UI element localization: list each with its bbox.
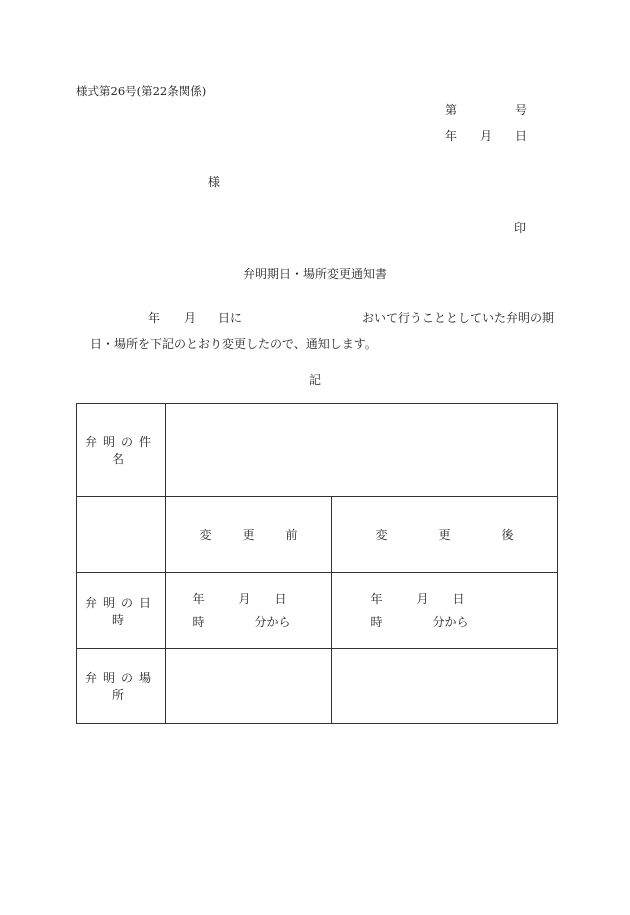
month-unit: 月 xyxy=(238,592,251,607)
change-details-table xyxy=(76,403,558,724)
after-header-char: 変 xyxy=(375,528,388,542)
after-header-char: 更 xyxy=(438,528,451,542)
before-header-char: 変 xyxy=(199,528,212,542)
place-before-cell xyxy=(166,649,332,724)
body-line-2: 日・場所を下記のとおり変更したので、通知します。 xyxy=(90,337,377,351)
before-header-char: 更 xyxy=(242,528,255,542)
day-unit: 日 xyxy=(452,592,465,607)
hour-unit: 時 xyxy=(192,614,205,629)
datetime-before-cell xyxy=(166,573,332,649)
place-label: 弁明の場所 xyxy=(77,649,166,724)
before-header-char: 前 xyxy=(285,528,298,542)
place-after-cell xyxy=(332,649,558,724)
year-unit: 年 xyxy=(192,592,205,607)
issue-date-month: 月 xyxy=(480,129,493,143)
document-title: 弁明期日・場所変更通知書 xyxy=(242,267,387,281)
issue-date-day: 日 xyxy=(515,129,528,143)
after-header-cell xyxy=(332,497,558,573)
datetime-after-cell xyxy=(332,573,558,649)
document-number-prefix: 第 xyxy=(445,103,458,117)
document-number-suffix: 号 xyxy=(515,103,528,117)
case-row xyxy=(77,404,558,497)
addressee-honorific: 様 xyxy=(208,175,221,189)
datetime-label: 弁明の日時 xyxy=(77,573,166,649)
before-header-cell xyxy=(166,497,332,573)
issue-date-year: 年 xyxy=(445,129,458,143)
hour-unit: 時 xyxy=(370,614,383,629)
seal-mark: 印 xyxy=(514,221,527,235)
minute-from-unit: 分から xyxy=(432,614,469,629)
body-date-year: 年 xyxy=(148,311,161,325)
form-number-label: 様式第26号(第22条関係) xyxy=(76,84,207,98)
body-date-month: 月 xyxy=(184,311,197,325)
case-name-label: 弁明の件名 xyxy=(77,404,166,497)
place-row xyxy=(77,649,558,724)
body-date-day: 日に xyxy=(218,311,243,325)
year-unit: 年 xyxy=(370,592,383,607)
month-unit: 月 xyxy=(416,592,429,607)
header-blank-cell xyxy=(77,497,166,573)
header-row xyxy=(77,497,558,573)
after-header-char: 後 xyxy=(501,528,514,542)
minute-from-unit: 分から xyxy=(254,614,291,629)
datetime-row xyxy=(77,573,558,649)
record-heading: 記 xyxy=(308,373,321,387)
case-name-cell xyxy=(166,404,558,497)
day-unit: 日 xyxy=(274,592,287,607)
body-line-1: おいて行うこととしていた弁明の期 xyxy=(362,311,555,325)
